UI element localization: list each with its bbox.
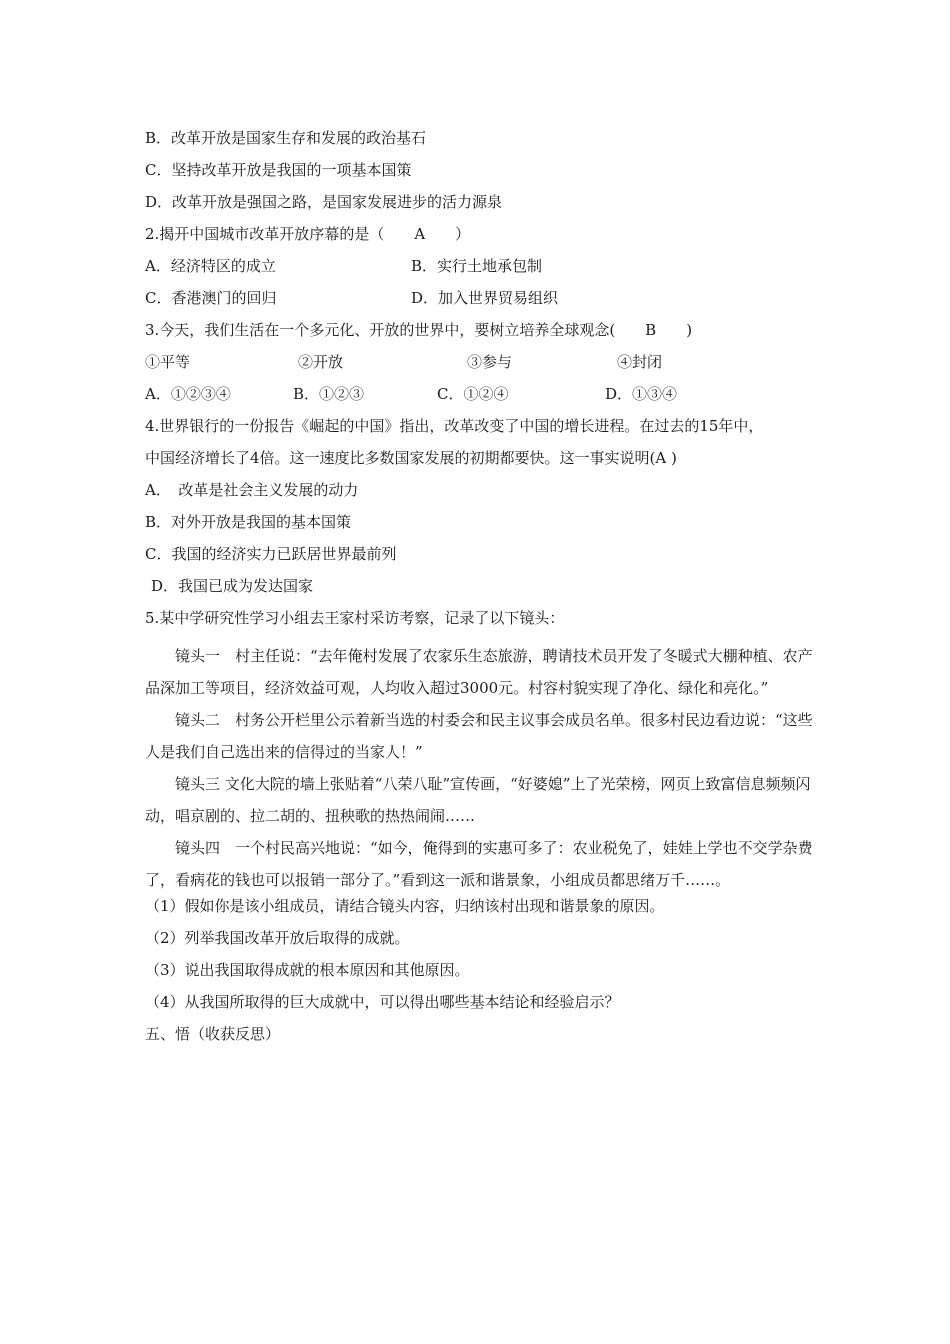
q4-option-d: D．我国已成为发达国家 — [151, 577, 314, 595]
q2-options-row1 — [145, 256, 825, 288]
q5-stem: 5.某中学研究性学习小组去王家村采访考察，记录了以下镜头： — [145, 609, 565, 627]
q3-choice-c: C．①②④ — [437, 385, 509, 403]
q2-option-a: A．经济特区的成立 — [145, 257, 276, 275]
q5-shot-3: 镜头三 文化大院的墙上张贴着“八荣八耻”宣传画，“好婆媳”上了光荣榜，网页上致富信息频频闪动，唱京剧的、拉二胡的、扭秧歌的热热闹闹…… — [145, 775, 811, 825]
q3-item-2: ②开放 — [298, 353, 344, 371]
q2-stem: 2.揭开中国城市改革开放序幕的是（ A ） — [145, 225, 471, 243]
q4-option-a: A． 改革是社会主义发展的动力 — [145, 481, 359, 499]
q5-question-3: （3）说出我国取得成就的根本原因和其他原因。 — [145, 961, 470, 979]
q4-option-c: C．我国的经济实力已跃居世界最前列 — [145, 545, 397, 563]
section-5-title: 五、悟（收获反思） — [145, 1025, 281, 1043]
q3-item-1: ①平等 — [145, 353, 191, 371]
q3-item-3: ③参与 — [467, 353, 513, 371]
q2-option-b: B．实行土地承包制 — [411, 257, 543, 275]
q3-items — [145, 352, 825, 384]
q5-shot-1: 镜头一 村主任说：“去年俺村发展了农家乐生态旅游，聘请技术员开发了冬暖式大棚种植、农产品深加工等项目，经济效益可观，人均收入超过3000元。村容村貌实现了净化、绿化和亮化。” — [145, 647, 813, 697]
q3-choice-b: B．①②③ — [293, 385, 365, 403]
q5-shot-4: 镜头四 一个村民高兴地说：“如今，俺得到的实惠可多了：农业税免了，娃娃上学也不交学杂费了，看病花的钱也可以报销一部分了。”看到这一派和谐景象，小组成员都思绪万千……。 — [145, 839, 813, 889]
q1-option-d: D．改革开放是强国之路，是国家发展进步的活力源泉 — [145, 193, 503, 211]
q1-option-c: C．坚持改革开放是我国的一项基本国策 — [145, 161, 412, 179]
q3-choice-a: A．①②③④ — [145, 385, 231, 403]
q5-question-4: （4）从我国所取得的巨大成就中，可以得出哪些基本结论和经验启示？ — [145, 993, 620, 1011]
q3-choices — [145, 384, 825, 416]
q2-options-row2 — [145, 288, 825, 320]
q3-stem: 3.今天，我们生活在一个多元化、开放的世界中，要树立培养全球观念( B ) — [145, 321, 693, 339]
document-page — [145, 128, 825, 1056]
q3-choice-d: D．①③④ — [605, 385, 678, 403]
q4-stem-line1: 4.世界银行的一份报告《崛起的中国》指出，改革改变了中国的增长进程。在过去的15年中， — [145, 417, 764, 435]
q5-shot-2: 镜头二 村务公开栏里公示着新当选的村委会和民主议事会成员名单。很多村民边看边说：“这些人是我们自己选出来的信得过的当家人！” — [145, 711, 813, 761]
q3-item-4: ④封闭 — [617, 353, 663, 371]
q1-option-b: B．改革开放是国家生存和发展的政治基石 — [145, 129, 427, 147]
q5-question-2: （2）列举我国改革开放后取得的成就。 — [145, 929, 410, 947]
q2-option-d: D．加入世界贸易组织 — [411, 289, 559, 307]
q2-option-c: C．香港澳门的回归 — [145, 289, 277, 307]
q4-stem-line2: 中国经济增长了4倍。这一速度比多数国家发展的初期都要快。这一事实说明(A ) — [145, 449, 677, 467]
q5-question-1: （1）假如你是该小组成员，请结合镜头内容，归纳该村出现和谐景象的原因。 — [145, 897, 665, 915]
q4-option-b: B．对外开放是我国的基本国策 — [145, 513, 352, 531]
